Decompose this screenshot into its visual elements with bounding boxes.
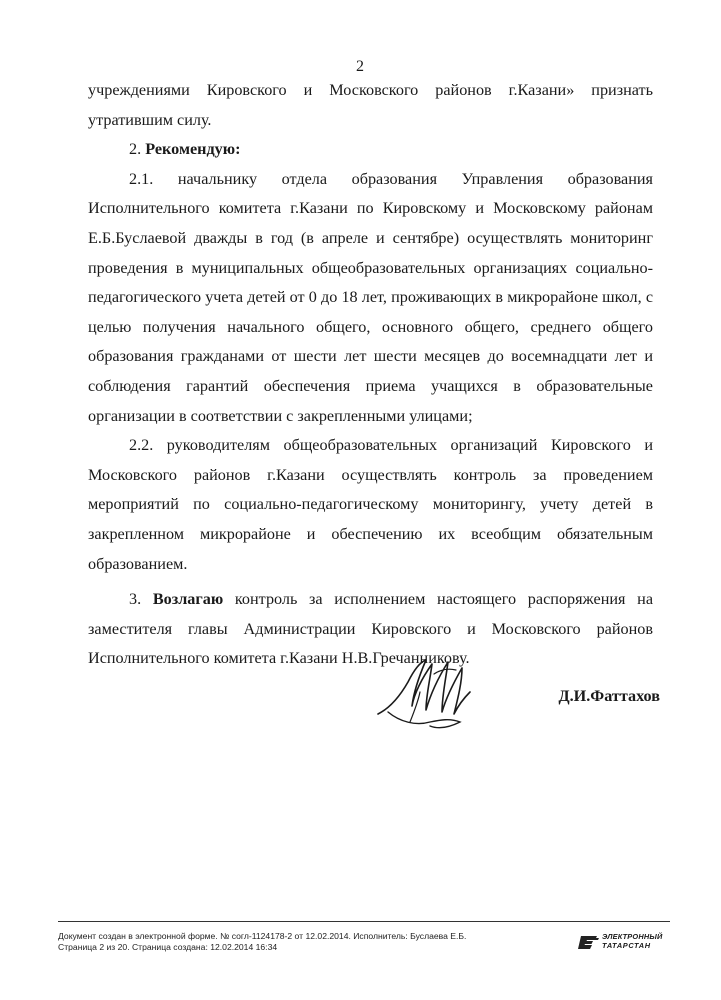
- logo-text-line-1: ЭЛЕКТРОННЫЙ: [602, 932, 663, 941]
- item-3-text: контроль за исполнением настоящего распоряжения на заместителя главы Администрации Кировского и Московского районов Исполнительного комитета г.Казани Н.В.Гречанникову.: [88, 590, 653, 668]
- logo-text-line-2: ТАТАРСТАН: [602, 941, 651, 950]
- footer-line-2: Страница 2 из 20. Страница создана: 12.02.2014 16:34: [58, 942, 278, 952]
- signature-block: [360, 650, 660, 740]
- item-2-bold: Рекомендую:: [145, 140, 241, 159]
- item-2-number: 2.: [129, 140, 142, 159]
- paragraph-continuation: учреждениями Кировского и Московского районов г.Казани» признать утратившим силу.: [88, 81, 653, 129]
- footer-info: [58, 931, 528, 953]
- page-number: 2: [356, 58, 364, 75]
- item-2-heading: [88, 135, 653, 165]
- item-3-bold: Возлагаю: [152, 590, 224, 609]
- handwritten-signature: [370, 652, 480, 734]
- signer-name: Д.И.Фаттахов: [558, 687, 660, 705]
- document-body: [88, 76, 653, 674]
- footer-divider: [58, 921, 670, 922]
- paragraph-2-2: 2.2. руководителям общеобразовательных организаций Кировского и Московского районов г.Казани осуществлять контроль за проведением мероприятий по социально-педагогическому мониторингу, учету детей в закрепленном микрорайоне и обеспечению их всеобщим обязательным образованием.: [88, 436, 653, 573]
- paragraph-2-1: 2.1. начальнику отдела образования Управления образования Исполнительного комитета г.Казани по Кировскому и Московскому районам Е.Б.Буслаевой дважды в год (в апреле и сентябре) осуществлять мониторинг проведения в муниципальных общеобразовательных организациях социально-педагогического учета детей от 0 до 18 лет, проживающих в микрорайоне школ, с целью получения начального общего, основного общего, среднего общего образования гражданами от шести лет шести месяцев до восемнадцати лет и соблюдения гарантий обеспечения приема учащихся в образовательные организации в соответствии с закрепленными улицами;: [88, 169, 653, 425]
- footer-line-1: Документ создан в электронной форме. № согл-1124178-2 от 12.02.2014. Исполнитель: Буслаева Е.Б.: [58, 931, 467, 941]
- item-3-number: 3.: [129, 590, 142, 609]
- electronic-tatarstan-logo: [578, 931, 670, 953]
- logo-mark-icon: [578, 933, 600, 951]
